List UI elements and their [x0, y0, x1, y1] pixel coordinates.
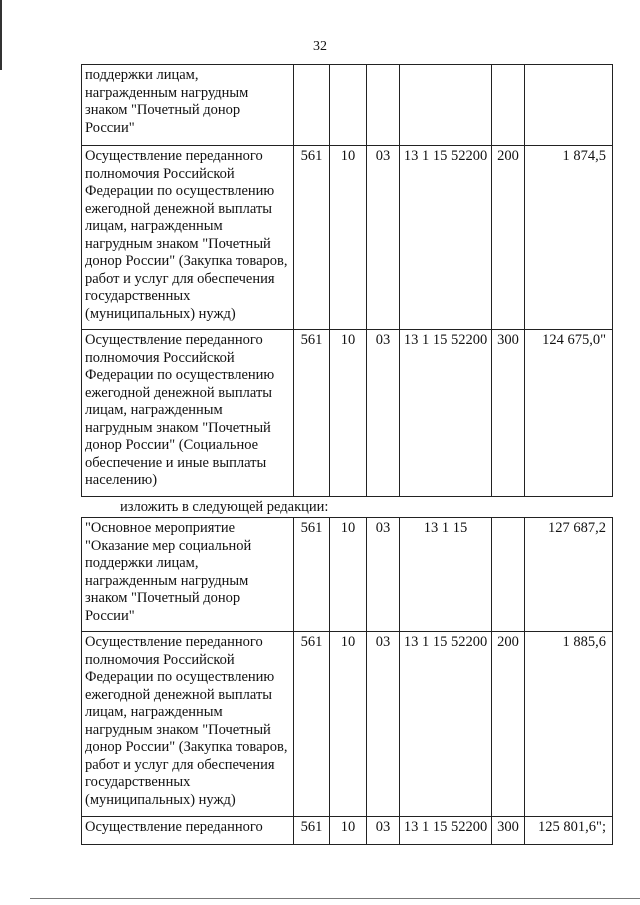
row-code: 561: [294, 146, 330, 330]
row-name: Осуществление переданного полномочия Российской Федерации по осуществлению ежегодной денежной выплаты лицам, награжденным нагрудным знаком "Почетный донор России" (Социальное обеспечение и иные выплаты населению): [82, 330, 294, 497]
row-article: 13 1 15 52200: [400, 632, 492, 817]
row-expense-type: 200: [492, 632, 525, 817]
table-row: [82, 518, 613, 632]
row-name: "Основное мероприятие "Оказание мер социальной поддержки лицам, награжденным нагрудным знаком "Почетный донор России": [82, 518, 294, 632]
row-code: 561: [294, 817, 330, 845]
row-subsection: 03: [367, 518, 400, 632]
row-sum: [525, 65, 613, 146]
row-section: [330, 65, 367, 146]
row-sum: 127 687,2: [525, 518, 613, 632]
instruction-text: изложить в следующей редакции:: [120, 499, 329, 515]
row-subsection: 03: [367, 146, 400, 330]
table-row: [82, 65, 613, 146]
row-subsection: [367, 65, 400, 146]
row-section: 10: [330, 632, 367, 817]
table-row: [82, 146, 613, 330]
table-row: [82, 330, 613, 497]
row-article: [400, 65, 492, 146]
row-section: 10: [330, 817, 367, 845]
row-expense-type: 200: [492, 146, 525, 330]
row-name: Осуществление переданного: [82, 817, 294, 845]
row-expense-type: [492, 518, 525, 632]
row-code: 561: [294, 632, 330, 817]
row-subsection: 03: [367, 632, 400, 817]
table-row: [82, 817, 613, 845]
row-expense-type: 300: [492, 817, 525, 845]
row-name: Осуществление переданного полномочия Российской Федерации по осуществлению ежегодной денежной выплаты лицам, награжденным нагрудным знаком "Почетный донор России" (Закупка товаров, работ и услуг для обеспечения государственных (муниципальных) нужд): [82, 632, 294, 817]
scan-left-edge: [0, 0, 2, 70]
row-article: 13 1 15 52200: [400, 330, 492, 497]
row-name: поддержки лицам, награжденным нагрудным знаком "Почетный донор России": [82, 65, 294, 146]
row-sum: 124 675,0": [525, 330, 613, 497]
row-subsection: 03: [367, 817, 400, 845]
row-code: 561: [294, 518, 330, 632]
row-sum: 125 801,6";: [525, 817, 613, 845]
page-number: 32: [313, 39, 327, 54]
row-section: 10: [330, 330, 367, 497]
row-section: 10: [330, 518, 367, 632]
row-code: [294, 65, 330, 146]
budget-table-after: [81, 517, 613, 845]
row-article: 13 1 15 52200: [400, 817, 492, 845]
row-expense-type: 300: [492, 330, 525, 497]
row-subsection: 03: [367, 330, 400, 497]
row-article: 13 1 15: [400, 518, 492, 632]
row-article: 13 1 15 52200: [400, 146, 492, 330]
row-expense-type: [492, 65, 525, 146]
table-row: [82, 632, 613, 817]
row-sum: 1 874,5: [525, 146, 613, 330]
budget-table-before: [81, 64, 613, 497]
row-sum: 1 885,6: [525, 632, 613, 817]
row-section: 10: [330, 146, 367, 330]
row-code: 561: [294, 330, 330, 497]
row-name: Осуществление переданного полномочия Российской Федерации по осуществлению ежегодной денежной выплаты лицам, награжденным нагрудным знаком "Почетный донор России" (Закупка товаров, работ и услуг для обеспечения государственных (муниципальных) нужд): [82, 146, 294, 330]
scan-bottom-edge: [30, 898, 640, 899]
